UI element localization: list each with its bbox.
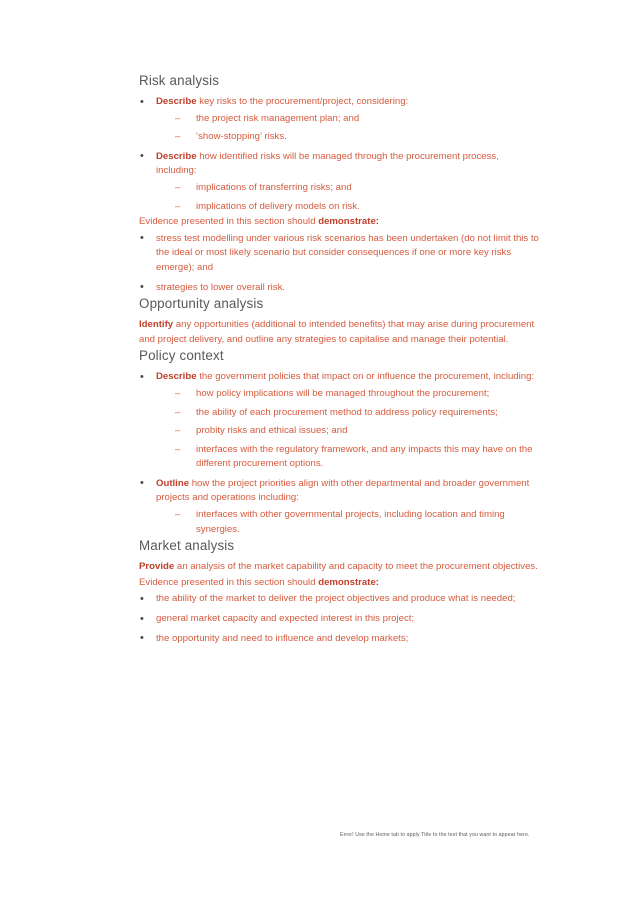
- list-item: [139, 632, 539, 647]
- section-market-analysis: [139, 537, 539, 646]
- list-item: [139, 592, 539, 607]
- section-risk-analysis: [139, 72, 539, 295]
- evidence-prefix: Evidence presented in this section should: [139, 576, 319, 588]
- bullet-marker-icon: •: [140, 281, 144, 294]
- paragraph-body: an analysis of the market capability and capacity to meet the procurement objectives.: [174, 561, 538, 573]
- list-item-text: ‘show-stopping’ risks.: [196, 131, 287, 143]
- dash-marker-icon: –: [175, 387, 181, 399]
- list-item-text: probity risks and ethical issues; and: [196, 425, 348, 437]
- list-item-text: the ability of the market to deliver the project objectives and produce what is needed;: [156, 593, 516, 605]
- list-item-text: [156, 371, 534, 382]
- list-item: [139, 370, 539, 472]
- list-item: [139, 200, 539, 215]
- list-item: [139, 130, 539, 145]
- bullet-marker-icon: •: [140, 477, 144, 490]
- bullet-marker-icon: •: [140, 232, 144, 245]
- list-item: [139, 232, 539, 276]
- bullet-marker-icon: •: [140, 370, 144, 383]
- dash-marker-icon: –: [175, 131, 181, 143]
- lead-word: Outline: [156, 477, 190, 489]
- list-item-text: the opportunity and need to influence and develop markets;: [156, 632, 409, 644]
- list-item: [139, 281, 539, 296]
- bullet-marker-icon: •: [140, 632, 144, 645]
- risk-sub-list-1: [139, 112, 539, 145]
- bullet-marker-icon: •: [140, 592, 144, 605]
- dash-marker-icon: –: [175, 443, 181, 455]
- list-item-text: implications of transferring risks; and: [196, 181, 352, 193]
- list-item-text: the project risk management plan; and: [196, 112, 360, 124]
- list-item: [139, 387, 539, 402]
- list-item-text: interfaces with other governmental projects, including location and timing synergies.: [196, 509, 505, 535]
- dash-marker-icon: –: [175, 200, 181, 212]
- market-paragraph: [139, 560, 539, 575]
- list-item: [139, 443, 539, 472]
- risk-bullet-list: [139, 95, 539, 214]
- section-policy-context: [139, 347, 539, 537]
- paragraph-body: any opportunities (additional to intended benefits) that may arise during procurement and project delivery, and outline any strategies to capitalise and manage their potential.: [139, 319, 535, 345]
- dash-marker-icon: –: [175, 112, 181, 124]
- evidence-bold: demonstrate:: [318, 576, 379, 588]
- heading-risk-analysis: Risk analysis: [139, 73, 220, 88]
- lead-word: Identify: [139, 319, 174, 331]
- bullet-marker-icon: •: [140, 95, 144, 108]
- document-content: [139, 72, 539, 646]
- list-item: [139, 95, 539, 145]
- list-item-text: [156, 96, 408, 107]
- policy-bullet-list: [139, 370, 539, 537]
- risk-sub-list-2: [139, 181, 539, 214]
- list-item: [139, 406, 539, 421]
- list-item: [139, 612, 539, 627]
- lead-word: Describe: [156, 150, 197, 162]
- list-item-text: how policy implications will be managed throughout the procurement;: [196, 387, 490, 399]
- list-item-text: stress test modelling under various risk scenarios has been undertaken (do not limit this to the ideal or most likely scenario but consider consequences if one or more key risks emerge); and: [156, 232, 539, 273]
- list-item-text: the ability of each procurement method to address policy requirements;: [196, 406, 498, 418]
- list-item-text: implications of delivery models on risk.: [196, 200, 360, 212]
- list-item-text: [156, 478, 529, 504]
- policy-sub-list-1: [139, 387, 539, 472]
- footer-error-text: Error! Use the Home tab to apply Title to the text that you want to appear here.: [340, 832, 530, 838]
- policy-sub-list-2: [139, 508, 539, 537]
- dash-marker-icon: –: [175, 406, 181, 418]
- dash-marker-icon: –: [175, 181, 181, 193]
- bullet-marker-icon: •: [140, 612, 144, 625]
- list-item-body: the government policies that impact on or influence the procurement, including:: [196, 371, 535, 383]
- list-item: [139, 477, 539, 537]
- list-item-body: how the project priorities align with other departmental and broader government projects and operations including:: [156, 477, 530, 504]
- opportunity-paragraph: [139, 318, 539, 347]
- heading-opportunity-analysis: Opportunity analysis: [139, 296, 264, 312]
- risk-evidence-line: [139, 215, 539, 230]
- dash-marker-icon: –: [175, 425, 181, 437]
- section-opportunity-analysis: [139, 295, 539, 347]
- heading-policy-context: Policy context: [139, 348, 224, 364]
- evidence-prefix: Evidence presented in this section should: [139, 216, 319, 228]
- lead-word: Describe: [156, 96, 197, 107]
- bullet-marker-icon: •: [140, 150, 144, 163]
- list-item: [139, 112, 539, 127]
- list-item: [139, 181, 539, 196]
- evidence-bold: demonstrate:: [318, 216, 379, 228]
- list-item-text: strategies to lower overall risk.: [156, 281, 286, 293]
- list-item-text: [156, 151, 499, 177]
- list-item: [139, 150, 539, 214]
- list-item-body: how identified risks will be managed through the procurement process, including:: [156, 150, 499, 177]
- list-item-text: general market capacity and expected interest in this project;: [156, 613, 415, 625]
- list-item: [139, 424, 539, 439]
- list-item-body: key risks to the procurement/project, considering:: [196, 96, 409, 107]
- market-evidence-line: [139, 576, 539, 591]
- list-item-text: interfaces with the regulatory framework, and any impacts this may have on the different procurement options.: [196, 443, 533, 470]
- heading-market-analysis: Market analysis: [139, 538, 235, 554]
- market-evidence-list: [139, 592, 539, 646]
- list-item: [139, 508, 539, 537]
- dash-marker-icon: –: [175, 509, 181, 521]
- risk-evidence-list: [139, 232, 539, 295]
- lead-word: Describe: [156, 371, 197, 383]
- lead-word: Provide: [139, 561, 175, 573]
